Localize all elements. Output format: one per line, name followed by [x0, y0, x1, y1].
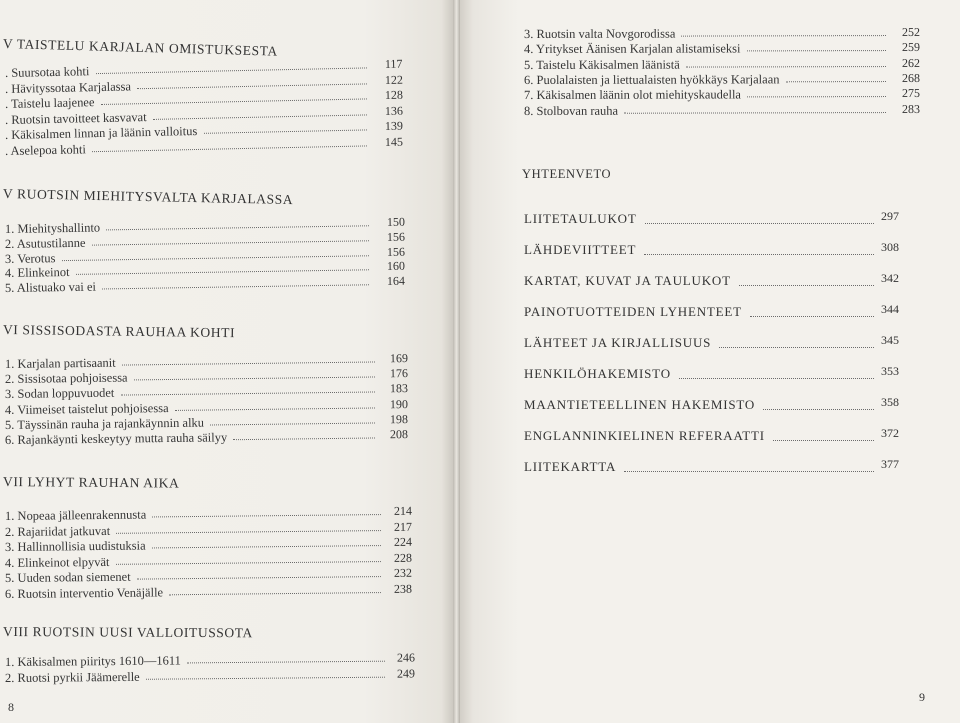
toc-entry-label: 5. Uuden sodan siemenet	[4, 569, 131, 585]
dot-leader	[187, 661, 385, 664]
dot-leader	[102, 284, 369, 289]
toc-entry-label: 1. Karjalan partisaanit	[4, 355, 116, 371]
toc-entry-label: 6. Rajankäynti keskeytyy mutta rauha säilyy	[4, 430, 228, 447]
appendix-entry-label: HENKILÖHAKEMISTO	[524, 366, 671, 381]
toc-entry-label: 4. Elinkeinot	[4, 265, 70, 281]
dot-leader	[116, 561, 381, 565]
dot-leader	[106, 225, 369, 230]
appendix-entry-page: 344	[881, 302, 899, 316]
appendix-entry-page: 372	[881, 426, 899, 440]
dot-leader	[763, 409, 874, 410]
toc-entry-label: . Aselepoa kohti	[4, 141, 87, 158]
toc-entry-label: 8. Stolbovan rauha	[523, 103, 619, 118]
appendix-entry-page: 308	[881, 240, 899, 254]
toc-entry-label: 5. Taistelu Käkisalmen läänistä	[523, 57, 680, 72]
chapter-heading: V TAISTELU KARJALAN OMISTUKSESTA	[2, 36, 279, 59]
appendix-entry	[524, 273, 899, 291]
dot-leader	[116, 530, 381, 534]
dot-leader	[204, 129, 367, 133]
dot-leader	[153, 114, 367, 119]
toc-entry-label: 4. Viimeiset taistelut pohjoisessa	[4, 400, 169, 417]
toc-entry-page: 145	[384, 134, 404, 149]
appendix-entry	[524, 397, 899, 415]
toc-entry-label: 5. Alistuako vai ei	[4, 279, 97, 296]
toc-entry-label: . Hävityssotaa Karjalassa	[4, 78, 132, 96]
toc-entry-label: . Ruotsin tavoitteet kasvavat	[4, 109, 147, 127]
dot-leader	[644, 254, 874, 255]
toc-entry-label: 7. Käkisalmen läänin olot miehityskaudella	[523, 87, 741, 103]
chapter-heading: VII LYHYT RAUHAN AIKA	[2, 474, 180, 491]
dot-leader	[645, 223, 874, 224]
toc-entry-page: 190	[389, 396, 409, 411]
toc-entry-page: 246	[396, 650, 416, 665]
dot-leader	[76, 270, 369, 276]
dot-leader	[169, 592, 381, 595]
dot-leader	[137, 576, 381, 580]
toc-entry-label: 2. Sissisotaa pohjoisessa	[4, 370, 128, 387]
toc-entry-page: 249	[396, 666, 416, 681]
toc-entry-page: 283	[901, 101, 921, 116]
appendix-entry-page: 353	[881, 364, 899, 378]
toc-entry-page: 259	[901, 40, 921, 55]
toc-entry-page: 117	[384, 56, 403, 72]
dot-leader	[210, 422, 375, 425]
toc-entry-page: 268	[901, 70, 921, 85]
left-page-number: 8	[8, 700, 14, 714]
appendix-entry	[524, 459, 899, 477]
toc-entry	[524, 57, 926, 73]
appendix-entry-label: ENGLANNINKIELINEN REFERAATTI	[524, 428, 765, 443]
appendix-entry	[524, 428, 899, 446]
toc-entry-label: 6. Ruotsin interventio Venäjälle	[4, 584, 164, 601]
toc-entry-label: 1. Miehityshallinto	[4, 220, 101, 236]
dot-leader	[152, 545, 381, 548]
toc-entry-page: 183	[389, 381, 409, 396]
dot-leader	[773, 440, 874, 441]
dot-leader	[92, 145, 367, 152]
toc-entry-page: 176	[389, 366, 409, 381]
dot-leader	[121, 392, 375, 396]
toc-entry-page: 252	[901, 24, 921, 40]
toc-entry-page: 198	[389, 411, 409, 427]
appendix-entry	[524, 211, 899, 229]
toc-entry-label: . Käkisalmen linnan ja läänin valloitus	[4, 123, 198, 142]
appendix-entry	[524, 242, 899, 260]
toc-entry-label: 3. Sodan loppuvuodet	[4, 386, 115, 402]
appendix-entry-page: 297	[881, 209, 899, 223]
toc-entry-page: 262	[901, 55, 921, 70]
toc-entry-label: 2. Rajariidat jatkuvat	[4, 523, 111, 539]
dot-leader	[101, 98, 367, 105]
toc-entry-label: 3. Verotus	[4, 250, 56, 266]
dot-leader	[747, 96, 886, 97]
toc-entry-label: 4. Yritykset Äänisen Karjalan alistamiseksi	[523, 41, 741, 57]
toc-entry-page: 164	[386, 273, 406, 289]
dot-leader	[137, 83, 367, 89]
toc-entry-page: 208	[389, 427, 409, 442]
dot-leader	[146, 677, 385, 680]
toc-entry-label: 1. Käkisalmen piiritys 1610—1611	[4, 653, 181, 669]
toc-entry-page: 232	[393, 565, 413, 580]
toc-entry-label: 4. Elinkeinot elpyvät	[4, 554, 110, 570]
toc-entry-page: 139	[384, 118, 404, 134]
summary-heading: YHTEENVETO	[522, 167, 612, 181]
chapter-heading: V RUOTSIN MIEHITYSVALTA KARJALASSA	[2, 186, 294, 208]
appendix-entry-page: 377	[881, 457, 899, 471]
toc-entry-page: 275	[901, 86, 921, 101]
toc-entry-label: 3. Ruotsin valta Novgorodissa	[523, 26, 676, 41]
dot-leader	[739, 285, 874, 286]
toc-entry-label: 1. Nopeaa jälleenrakennusta	[4, 507, 147, 523]
appendix-entry-label: LIITETAULUKOT	[524, 211, 637, 226]
toc-entry-label: 2. Ruotsi pyrkii Jäämerelle	[4, 669, 140, 685]
appendix-entry-label: KARTAT, KUVAT JA TAULUKOT	[524, 273, 731, 288]
dot-leader	[152, 514, 381, 517]
toc-entry	[524, 87, 926, 103]
appendix-entry-page: 345	[881, 333, 899, 347]
dot-leader	[719, 347, 874, 348]
dot-leader	[679, 378, 874, 379]
toc-entry-page: 150	[386, 214, 406, 229]
dot-leader	[750, 316, 874, 317]
appendix-entry-label: MAANTIETEELLINEN HAKEMISTO	[524, 397, 756, 412]
dot-leader	[122, 361, 375, 365]
appendix-entry-page: 358	[881, 395, 899, 409]
toc-entry	[524, 102, 926, 118]
toc-entry-page: 169	[389, 351, 409, 366]
toc-entry-page: 217	[393, 519, 413, 534]
dot-leader	[747, 50, 886, 51]
appendix-entry-label: LIITEKARTTA	[524, 459, 617, 474]
toc-entry	[524, 72, 926, 88]
toc-entry-page: 122	[384, 72, 404, 87]
appendix-entry	[524, 366, 899, 384]
toc-entry-page: 128	[384, 87, 404, 103]
appendix-entry-page: 342	[881, 271, 899, 285]
toc-entry-page: 156	[386, 244, 406, 259]
appendix-entry-label: LÄHTEET JA KIRJALLISUUS	[524, 335, 712, 350]
dot-leader	[681, 35, 886, 37]
dot-leader	[175, 407, 375, 410]
toc-entry-page: 238	[393, 581, 413, 596]
dot-leader	[134, 377, 375, 381]
toc-entry-page: 156	[386, 229, 406, 244]
toc-entry-page: 136	[384, 103, 404, 118]
dot-leader	[624, 112, 886, 114]
toc-entry	[524, 26, 926, 42]
appendix-entry	[524, 335, 899, 353]
appendix-entry-label: PAINOTUOTTEIDEN LYHENTEET	[524, 304, 742, 319]
toc-entry-page: 160	[386, 259, 406, 274]
chapter-heading: VI SISSISODASTA RAUHAA KOHTI	[2, 322, 236, 341]
toc-entry-label: . Taistelu laajenee	[4, 95, 95, 111]
toc-entry-page: 228	[393, 550, 413, 565]
chapter-heading: VIII RUOTSIN UUSI VALLOITUSSOTA	[2, 624, 253, 641]
toc-entry-label: 5. Täyssinän rauha ja rajankäynnin alku	[4, 415, 205, 432]
toc-entry	[524, 41, 926, 57]
dot-leader	[92, 240, 369, 245]
appendix-entry-label: LÄHDEVIITTEET	[524, 242, 637, 257]
dot-leader	[624, 471, 874, 472]
toc-entry-label: 2. Asutustilanne	[4, 235, 86, 251]
dot-leader	[62, 255, 369, 261]
toc-entry-label: 3. Hallinnollisia uudistuksia	[4, 538, 146, 554]
dot-leader	[686, 66, 886, 68]
appendix-entry	[524, 304, 899, 322]
toc-entry-label: . Suursotaa kohti	[4, 64, 90, 80]
toc-entry-page: 224	[393, 534, 413, 549]
right-page-number: 9	[919, 690, 925, 704]
dot-leader	[233, 437, 375, 440]
dot-leader	[96, 67, 367, 74]
toc-entry-page: 214	[393, 503, 413, 518]
dot-leader	[786, 81, 886, 82]
toc-entry-label: 6. Puolalaisten ja liettualaisten hyökkäys Karjalaan	[523, 72, 780, 87]
book-spine	[453, 0, 460, 723]
